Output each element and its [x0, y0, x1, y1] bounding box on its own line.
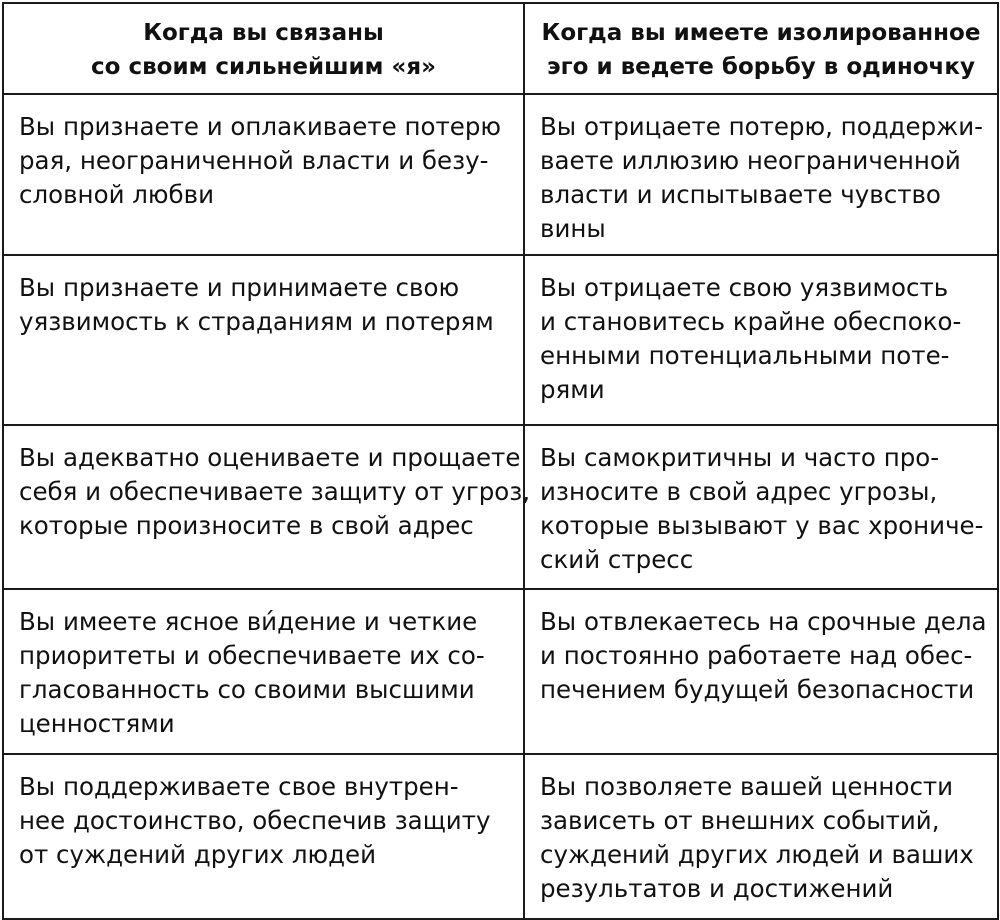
header-connected-self — [3, 3, 524, 94]
cell-line: рая, неограниченной власти и безу- — [19, 146, 489, 175]
cell-line: власти и испытываете чувство — [540, 180, 941, 209]
cell-line: Вы отрицаете свою уязвимость — [540, 273, 949, 302]
cell-connected — [3, 255, 524, 425]
cell-line: нее достоинство, обеспечив защиту — [19, 806, 491, 835]
cell-line: и становитесь крайне обеспоко- — [540, 307, 962, 336]
table-row — [3, 255, 998, 425]
cell-line: словной любви — [19, 180, 215, 209]
cell-line: себя и обеспечиваете защиту от угроз, — [19, 477, 531, 506]
cell-connected — [3, 754, 524, 919]
cell-line: Вы имеете ясное ви́дение и четкие — [19, 607, 478, 636]
header-line: Когда вы имеете изолированное — [541, 20, 981, 46]
cell-line: износите в свой адрес угрозы, — [540, 477, 938, 506]
cell-line: ский стресс — [540, 545, 694, 574]
header-line: эго и ведете борьбу в одиночку — [547, 54, 975, 80]
header-line: со своим сильнейшим «я» — [91, 54, 436, 80]
cell-line: Вы поддерживаете свое внутрен- — [19, 772, 459, 801]
cell-isolated — [524, 589, 998, 754]
cell-line: Вы самокритичны и часто про- — [540, 443, 940, 472]
header-isolated-ego — [524, 3, 998, 94]
cell-line: и постоянно работаете над обес- — [540, 641, 973, 670]
table-row — [3, 589, 998, 754]
cell-line: вины — [540, 214, 606, 243]
cell-line: печением будущей безопасности — [540, 675, 975, 704]
cell-line: приоритеты и обеспечиваете их со- — [19, 641, 485, 670]
cell-line: Вы отрицаете потерю, поддержи- — [540, 112, 984, 141]
table-row — [3, 754, 998, 919]
cell-line: которые произносите в свой адрес — [19, 511, 474, 540]
cell-line: енными потенциальными поте- — [540, 341, 950, 370]
header-line: Когда вы связаны — [143, 20, 384, 46]
cell-line: рями — [540, 375, 605, 404]
cell-line: от суждений других людей — [19, 840, 377, 869]
cell-line: Вы признаете и принимаете свою — [19, 273, 460, 302]
cell-line: Вы отвлекаетесь на срочные дела — [540, 607, 987, 636]
cell-line: уязвимость к страданиям и потерям — [19, 307, 494, 336]
cell-isolated — [524, 94, 998, 255]
cell-line: результатов и достижений — [540, 874, 894, 903]
cell-isolated — [524, 754, 998, 919]
cell-connected — [3, 94, 524, 255]
cell-connected — [3, 425, 531, 589]
cell-line: которые вызывают у вас хрониче- — [540, 511, 984, 540]
cell-line: суждений других людей и ваших — [540, 840, 974, 869]
cell-isolated — [524, 255, 998, 425]
cell-line: гласованность со своими высшими — [19, 675, 475, 704]
cell-connected — [3, 589, 524, 754]
table-row — [3, 425, 998, 589]
cell-line: зависеть от внешних событий, — [540, 806, 940, 835]
table-row — [3, 94, 998, 255]
cell-line: Вы позволяете вашей ценности — [540, 772, 954, 801]
cell-line: Вы адекватно оцениваете и прощаете — [19, 443, 521, 472]
comparison-table — [2, 2, 999, 920]
cell-line: ваете иллюзию неограниченной — [540, 146, 961, 175]
cell-line: ценностями — [19, 709, 175, 738]
cell-isolated — [524, 425, 998, 589]
cell-line: Вы признаете и оплакиваете потерю — [19, 112, 501, 141]
